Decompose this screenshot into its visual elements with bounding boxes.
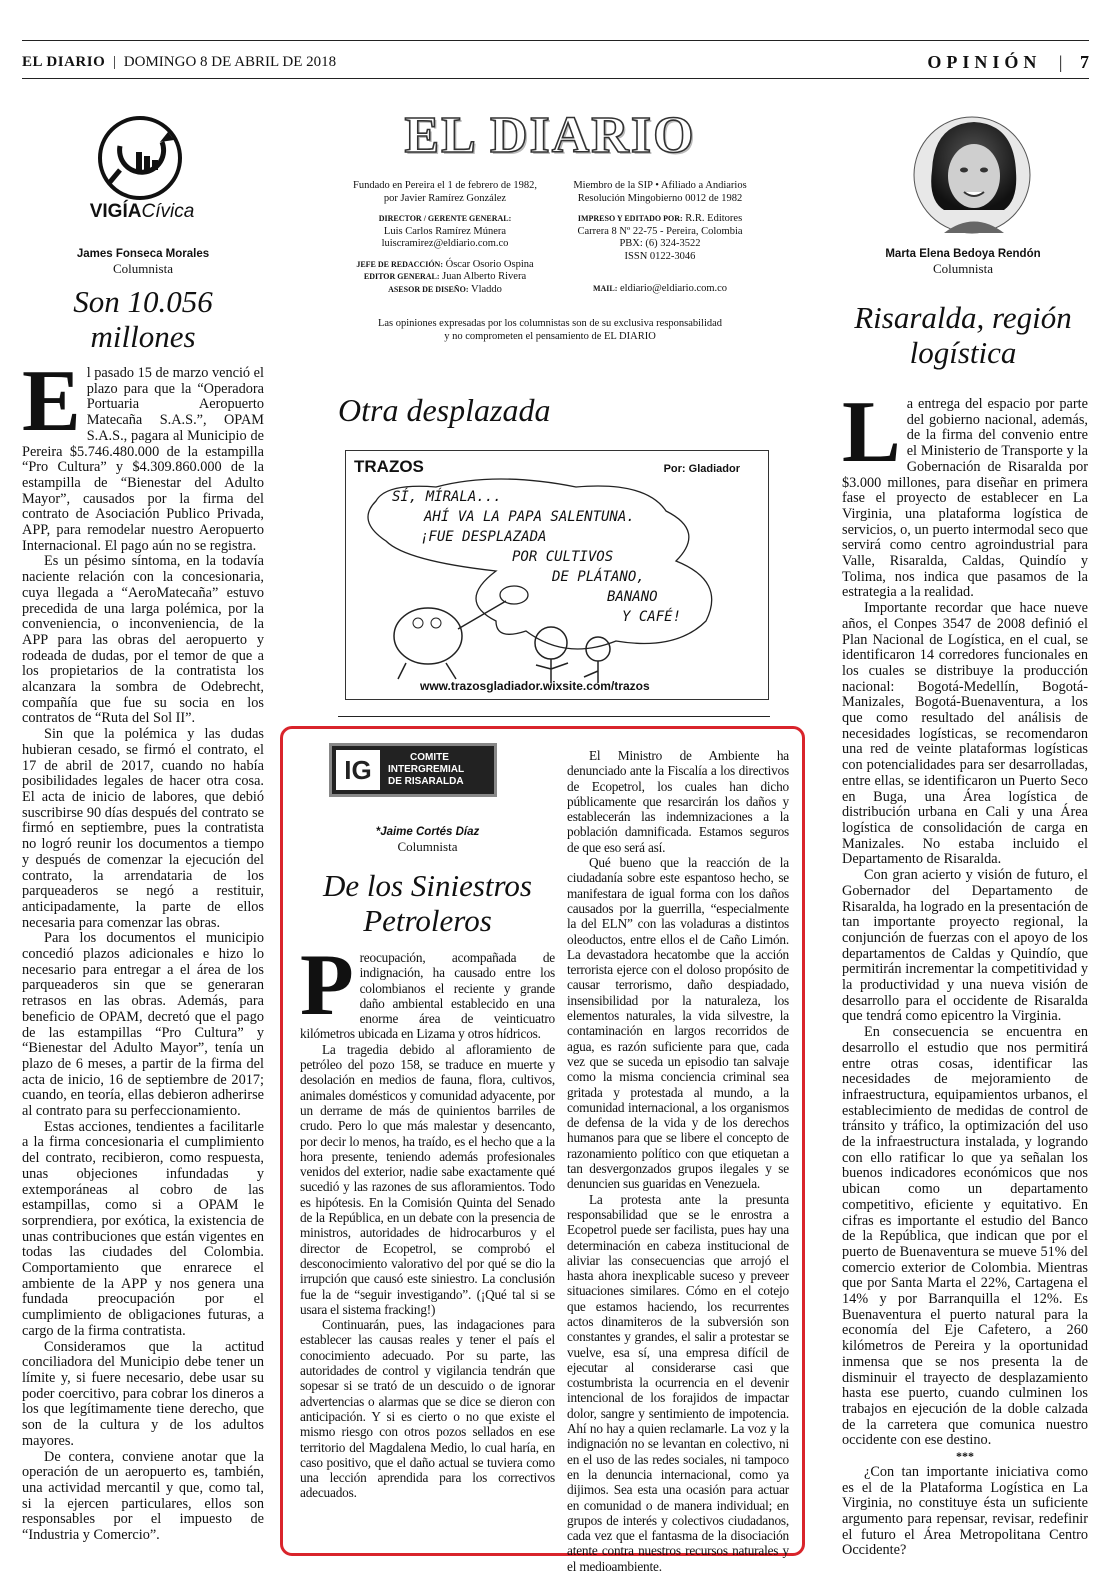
left-headline-line2: millones: [90, 319, 196, 354]
left-paragraph-6: Consideramos que la actitud conciliadora del Municipio debe tener un límite y, si fuere necesario, debe usar su poder coercitivo, para cobrar los dineros a los que legítimamente tiene derecho, que son de la cultura y de los adultos mayores.: [22, 1338, 264, 1449]
center-headline: [300, 868, 555, 938]
masthead-chief-label: JEFE DE REDACCIÓN:: [356, 259, 443, 269]
masthead-mail: [560, 283, 760, 296]
left-article-body: [22, 353, 264, 1544]
masthead-disclaimer: [330, 318, 770, 343]
right-author-role: Columnista: [933, 261, 993, 276]
header-separator-right: |: [1058, 52, 1063, 72]
masthead-resolution: Resolución Mingobierno 0012 de 1982: [577, 192, 743, 204]
masthead-director-label: DIRECTOR / GERENTE GENERAL:: [378, 214, 512, 223]
right-author-name: Marta Elena Bedoya Rendón: [885, 248, 1041, 260]
top-rule: [22, 40, 1089, 41]
cartoon-line-1: SÍ, MÍRALA...: [392, 489, 502, 505]
left-dropcap: E: [22, 353, 81, 450]
cartoon-line-5: DE PLÁTANO,: [552, 569, 645, 585]
header-bottom-rule: [22, 78, 1089, 79]
right-dropcap: L: [842, 384, 901, 481]
header-separator: |: [113, 54, 117, 70]
center-paragraph-4: El Ministro de Ambiente ha denunciado ante la Fiscalía a los directivos de Ecopetrol, los cuales han dicho públicamente que resarcirán los daños y establecerán las indemnizaciones a la población damnificada. Estamos seguros de que eso será así.: [567, 748, 789, 855]
masthead-disclaimer-line2: y no comprometen el pensamiento de EL DIARIO: [444, 330, 656, 342]
right-paragraph-1: [842, 384, 1088, 601]
left-paragraph-1-text: l pasado 15 de marzo venció el plazo para que la “Operadora Portuaria Aeropuerto Matecaña S.A.S.”, OPAM S.A.S., pagara al Municipio de Pereira $5.746.480.000 de la estampilla “Pro Cultura” y $4.309.860.000 de la estampilla de “Bienestar del Adulto Mayor”, causados por la firma del contrato de Asociación Publico Privada, APP, para remodelar nuestro Aeropuerto Internacional. El pago aún no se registra.: [22, 365, 264, 554]
right-stars: ***: [956, 1449, 974, 1464]
center-paragraph-1-text: reocupación, acompañada de indignación, ha causado entre los colombianos el reciente y grande daño ambiental establecido en una enorme área de veinticuatro kilómetros ubicada en Lizama y otros hídricos.: [300, 950, 555, 1042]
masthead-printed: [560, 213, 760, 226]
masthead-mail-label: MAIL:: [592, 284, 618, 293]
masthead-chief-name: Óscar Osorio Ospina: [445, 258, 534, 270]
right-headline: [838, 300, 1088, 370]
center-dropcap: P: [300, 937, 354, 1034]
masthead-printed-label: IMPRESO Y EDITADO POR:: [577, 214, 683, 223]
right-paragraph-1-text: a entrega del espacio por parte del gobierno nacional, además, de la firma del convenio entre el Ministerio de Transporte y la Gobernación de Risaralda por $3.000 millones, para diseñar en primera fase el proyecto de establecer en La Virginia, una plataforma logística de servicios, o, un puerto intermodal seco que servirá como centro agroindustrial para Valle, Risaralda, Caldas, Quindío y Tolima, nos indica que pasamos de la estrategia a la realidad.: [842, 396, 1088, 601]
left-paragraph-1: [22, 353, 264, 554]
center-article-body-col1: [300, 937, 555, 1540]
masthead-title: EL DIARIO: [404, 107, 696, 164]
center-paragraph-1: [300, 937, 555, 1042]
cartoon-url: www.trazosgladiador.wixsite.com/trazos: [420, 679, 650, 693]
masthead-chief: [340, 259, 550, 272]
intergremial-mark: IG: [336, 750, 380, 790]
masthead-design: [340, 284, 550, 297]
cartoon-speech: [392, 487, 712, 627]
left-paragraph-5: Estas acciones, tendientes a facilitarle a la firma concesionaria el cumplimiento del contrato, recibieron, como respuesta, unas objeciones infundadas y extemporáneas al cobro de las estampillas, como si a OPAM le sorprendiera, por exótica, la existencia de unas contribuciones que están vigentes en todas las ciudades del Colombia. Comportamiento que enrarece el ambiente de la APP y nos genera una fundada preocupación por el cumplimiento de obligaciones futuras, a cargo de la firma contratista.: [22, 1118, 264, 1339]
masthead-editor-label: EDITOR GENERAL:: [363, 272, 440, 281]
intergremial-line1: COMITE: [410, 752, 449, 763]
right-paragraph-4: En consecuencia se encuentra en desarrollo el estudio que nos permitirá entre otras cosas, identificar las necesidades de mejoramiento de infraestructura, equipamientos urbanos, el establecimiento de medidas de control de tránsito y tráfico, la optimización del uso de la infraestructura instalada, y logrando con ello ratificar lo que ya señalan los buenos indicadores económicos que nos ubican como un departamento competitivo, eficiente y equitativo. En cifras es importante el estudio del Banco de la República, que indican que por el puerto de Buenaventura se mueve 51% del comercio exterior de Colombia. Mientras que por Santa Marta el 22%, Cartagena el 14% y por Barranquilla el 12%. Es Buenaventura el puerto natural para la economía del Eje Cafetero, a 260 kilómetros de Pereira y la oportunidad inmensa que se nos presenta la de disminuir el trayecto de desplazamiento hasta ese puerto, cuando culminen los trabajos en ejecución de la doble calzada de la carretera que comunica nuestro occidente con ese destino.: [842, 1024, 1088, 1449]
masthead-member: Miembro de la SIP • Afiliado a Andiarios: [573, 180, 747, 191]
right-headline-line2: logística: [909, 335, 1017, 370]
center-paragraph-6: La protesta ante la presunta responsabilidad que se le enrostra a Ecopetrol puede ser facilista, pues hay una determinación en cabeza institucional de aliviar las consecuencias que arrojó el hasta ahora inexplicable suceso y preveer situaciones similares. Cómo en el cotejo que estamos haciendo, los recurrentes actos dinamiteros de la subversión son constantes y grandes, el salir a protestar se vuelve, esa sí, una empresa difícil de ejecutar al considerarse casi que costumbrista la ocurrencia en el devenir intencional de los forajidos de impactar dolor, sangre y sentimiento de impotencia. Ahí no hay a quien reclamarle. La voz y la indignación no se levantan en colectivo, ni en el uso de las redes sociales, ni tampoco en la denuncia internacional, como ya dijimos. Sea esta una ocasión para actuar en comunidad o de manera individual; en grupos de interés y colectivos ciudadanos, cada vez que el fantasma de la disociación atente contra nuestros recursos naturales y el medioambiente.: [567, 1191, 789, 1574]
center-headline-line2: Petroleros: [363, 903, 492, 938]
right-paragraph-5: ¿Con tan importante iniciativa como es el de la Plataforma Logística en La Virginia, no constituye ésta un suficiente argumento para repensar, revisar, redefinir el futuro el Área Metropolitana Centro Occidente?: [842, 1463, 1088, 1559]
masthead-design-name: Vladdo: [470, 283, 502, 295]
left-paragraph-3: Sin que la polémica y las dudas hubieran cesado, se firmó el contrato, el 17 de abril de 2017, cuando no había posibilidades legales de hacer otra cosa. El acta de inicio de labores, que debió suscribirse 90 días después del contrato se firmó en septiembre, pues la contratista no logró reunir los documentos a tiempo y después de comenzar la ejecución del contrato, la arrendataria de los parqueaderos se negó a restituir, anticipadamente, la parte de ellos necesaria para comenzar las obras.: [22, 726, 264, 931]
vigia-civica-logo: [80, 112, 204, 242]
left-author-name: James Fonseca Morales: [76, 248, 210, 260]
masthead-founded: Fundado en Pereira el 1 de febrero de 1982,: [353, 180, 537, 191]
author-portrait: [914, 110, 1030, 240]
center-paragraph-5: Qué bueno que la reacción de la ciudadanía sobre este espantoso hecho, se manifestara de igual forma con los daños causados por la guerrilla, “especialmente la del ELN” con las voladuras a distintos oleoductos, entre ellos el de Caño Limón. La devastadora hecatombe que la acción terrorista ejerce con el doloso propósito de causar terrorismo, daño despiadado, insensibilidad por la naturaleza, los elementos naturales, la vida silvestre, la contaminación en largos recorridos de agua, es razón suficiente para que, cada vez que se suceda un episodio tan salvaje como la misma conciencia criminal sea gritada y protestada al mundo, a la comunidad internacional, a los organismos de defensa de la vida y de los derechos humanos para que se libere el concepto de razonamiento político con que etiquetan a tan desvergonzados grupos ilegales y se denuncien sus guaridas en Venezuela.: [567, 855, 789, 1192]
intergremial-line2: INTERGREMIAL: [388, 764, 465, 775]
intergremial-line3: DE RISARALDA: [388, 776, 464, 787]
masthead-disclaimer-line1: Las opiniones expresadas por los columnistas son de su exclusiva responsabilidad: [377, 318, 723, 329]
masthead-director-email: luiscramirez@eldiario.com.co: [381, 238, 509, 249]
right-paragraph-3: Con gran acierto y visión de futuro, el Gobernador del Departamento de Risaralda, ha logrado en la presentación de tan importante proyecto regional, la conjunción de fuerzas con el apoyo de los departamentos de Caldas y Quindío, que permitirán incrementar la competitividad y la productividad y una nueva visión de desarrollo para el occidente de Risaralda que tendrá como epicentro la Virginia.: [842, 867, 1088, 1025]
section-name: OPINIÓN: [927, 52, 1042, 72]
right-author-block: [838, 248, 1088, 277]
masthead-right-info: [560, 180, 760, 296]
left-paragraph-2: Es un pésimo síntoma, en la todavía naciente relación con la concesionaria, cuya llegada a “AeroMatecaña” estuvo precedida de una larga polémica, por la conveniencia, o inconveniencia, de la APP para las obras del aeropuerto y rodeada de dudas, por el temor de que a los propietarios de la contratista los alcanzara la sombra de Odebrecht, compañía que fue su socia en los contratos de “Ruta del Sol II”.: [22, 553, 264, 727]
masthead-address: Carrera 8 Nº 22-75 - Pereira, Colombia: [577, 225, 743, 237]
center-article-body-col2: [567, 748, 789, 1574]
cartoon-byline: Por: Gladiador: [663, 463, 740, 475]
masthead-pbx: PBX: (6) 324-3522: [619, 238, 701, 249]
vigia-logo-text: [80, 201, 204, 223]
center-paragraph-2: La tragedia debido al afloramiento de petróleo del pozo 158, se traduce en muerte y desolación en medios de fauna, flora, cultivos, animales domésticos y comunidad adyacente, por un derrame de más de quinientos barriles de crudo. Pero lo que más malestar y desencanto, por decir lo menos, ha traído, es el hecho que a la hora presente, teniendo además profesionales venidos del exterior, nadie sabe exactamente qué sucedió y las razones de sus afloramientos. Todo es hipótesis. En la Comisión Quinta del Senado de la República, en un debate con la presencia de ministros, autoridades de hidrocarburos y el director de Ecopetrol, se comprobó el desconocimiento valorativo del por qué se dio la irrupción que causó este siniestro. La conclusión fue la de “seguir investigando”. (¡Qué tal si se usara el sistema fracking!): [300, 1041, 555, 1317]
masthead-mail-address: eldiario@eldiario.com.co: [620, 283, 728, 294]
masthead-editor-name: Juan Alberto Rivera: [442, 271, 527, 282]
masthead-printed-by: R.R. Editores: [685, 213, 743, 224]
intergremial-text: [388, 752, 464, 788]
right-headline-line1: Risaralda, región: [854, 300, 1072, 335]
intergremial-logo: [329, 743, 497, 797]
right-article-body: [842, 384, 1088, 1559]
left-author-role: Columnista: [113, 261, 173, 276]
cartoon-line-7: Y CAFÉ!: [622, 609, 682, 625]
center-paragraph-3: Continuarán, pues, las indagaciones para establecer las causas reales y tener el país el conocimiento adecuado. Por su parte, las autoridades de control y vigilancia tendrán que sopesar si se trató de un descuido o de ignorar advertencias o alarmas que se dice se dieron con anticipación. Y si es cierto o no que existe el mismo riesgo con otros pozos sellados en ese territorio del Magdalena Medio, lo cual haría, en caso positivo, que el daño actual se tuviera como una lección aprendida para los correctivos adecuados.: [300, 1317, 555, 1501]
masthead-issn: ISSN 0122-3046: [624, 250, 696, 262]
header-paper-name: EL DIARIO: [22, 54, 106, 70]
masthead-editor: [340, 271, 550, 284]
cartoon-line-6: BANANO: [607, 589, 658, 605]
cartoon-line-2: AHÍ VA LA PAPA SALENTUNA.: [424, 509, 635, 525]
header-left: [22, 54, 336, 71]
center-author-block: [300, 826, 555, 855]
vigia-logo-word1: VIGÍA: [89, 201, 142, 222]
center-headline-line1: De los Siniestros: [323, 868, 532, 903]
masthead-left-info: [340, 180, 550, 296]
page-number: 7: [1080, 52, 1089, 72]
center-author-name: *Jaime Cortés Díaz: [375, 826, 480, 838]
vigia-logo-word2: Cívica: [141, 201, 195, 222]
left-headline-line1: Son 10.056: [73, 284, 213, 319]
masthead-director-name: Luis Carlos Ramírez Múnera: [383, 225, 507, 237]
center-author-role: Columnista: [397, 839, 458, 854]
cartoon-headline: Otra desplazada: [338, 392, 551, 428]
cartoon-line-4: POR CULTIVOS: [512, 549, 614, 565]
cartoon-bottom-rule: [338, 716, 770, 717]
cartoon-strip: [345, 450, 769, 700]
left-author-block: [22, 248, 264, 277]
header-right: [927, 52, 1089, 73]
masthead-design-label: ASESOR DE DISEÑO:: [388, 284, 469, 294]
right-paragraph-2: Importante recordar que hace nueve años, el Conpes 3547 de 2008 definió el Plan Nacional de Logística, en el cual, se identificaron 14 corredores funcionales en los cuales se distribuye la producción nacional: Bogotá-Medellín, Bogotá-Manizales, Bogotá-Buenaventura, a los que como resultado del análisis de necesidades logísticas, se recomendaron una red de veinte plataformas logísticas con potencialidades para ser desarrolladas, entre ellas, se identificaron un Puerto Seco en Buga, una Área logística de distribución urbana en Cali y una Área logística de consolidación de carga en Manizales. No estaba incluido el Departamento de Risaralda.: [842, 600, 1088, 868]
left-headline: [22, 284, 264, 354]
cartoon-line-3: ¡FUE DESPLAZADA: [420, 529, 547, 545]
left-paragraph-7: De contera, conviene anotar que la operación de un aeropuerto es, también, una actividad mercantil y que, como tal, si la ejercen particulares, ellos son responsables por el impuesto de “Industria y Comercio”.: [22, 1448, 264, 1544]
vigia-magnifier-icon: [80, 112, 204, 204]
author-photo-icon: [914, 110, 1030, 240]
masthead-founder: por Javier Ramírez González: [383, 192, 507, 204]
left-paragraph-4: Para los documentos el municipio concedió plazos adicionales e hizo lo necesario para entregar a el área de los parqueaderos sin que se generaran retrasos en las obras. Además, para beneficio de OPAM, decretó que el pago de las estampillas “Pro Cultura” y “Bienestar del Adulto Mayor”, tenía un plazo de 6 meses, a partir de la firma del acta de inicio, 16 de septiembre de 2017; cuando, en teoría, ellas debieron adherirse al contrato para su perfeccionamiento.: [22, 930, 264, 1120]
header-date: DOMINGO 8 DE ABRIL DE 2018: [123, 54, 337, 70]
cartoon-strip-title: TRAZOS: [354, 457, 424, 476]
